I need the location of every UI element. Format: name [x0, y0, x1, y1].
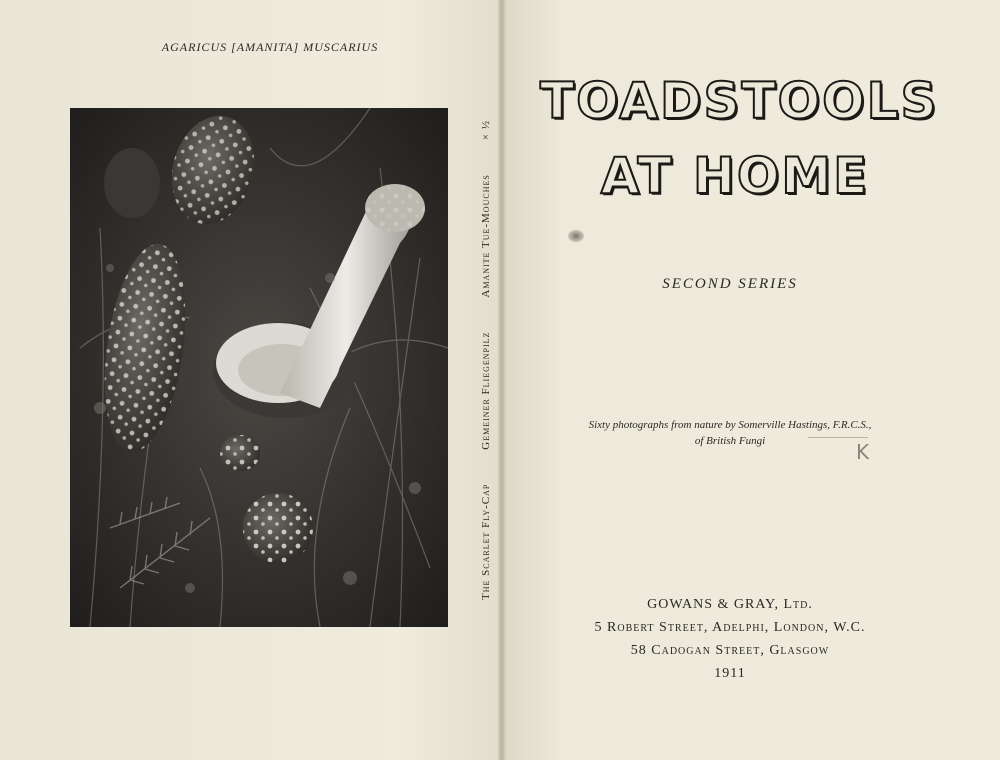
photograph-image — [70, 108, 448, 627]
publisher-address-2: 58 Cadogan Street, Glasgow — [630, 643, 830, 658]
photo-credit — [530, 417, 930, 449]
book-title-line-2: AT HOME — [600, 147, 870, 205]
publisher-block — [555, 593, 905, 685]
book-gutter — [498, 0, 506, 760]
pencil-underline — [808, 437, 868, 438]
german-name: Gemeiner Fliegenpilz — [480, 331, 492, 450]
publisher-name: GOWANS & GRAY, Ltd. — [647, 597, 813, 612]
publisher-address-1: 5 Robert Street, Adelphi, London, W.C. — [594, 620, 866, 635]
frontispiece-caption: AGARICUS [AMANITA] MUSCARIUS — [161, 40, 379, 54]
book-title-line-1: TOADSTOOLS — [540, 72, 939, 130]
french-name: Amanite Tue-Mouches — [480, 174, 492, 298]
pencil-annotation: K — [856, 440, 870, 464]
mushroom-photograph — [70, 108, 448, 627]
credit-line-1: Sixty photographs from nature by Somerville Hastings, F.R.C.S., — [588, 419, 872, 431]
english-name: The Scarlet Fly-Cap — [480, 483, 492, 600]
ink-smudge — [568, 230, 584, 242]
credit-line-2: of British Fungi — [694, 435, 766, 447]
photo-side-caption — [480, 120, 492, 600]
scale-note: × ½ — [480, 120, 492, 141]
series-label: SECOND SERIES — [662, 276, 798, 292]
publication-year: 1911 — [714, 666, 746, 681]
